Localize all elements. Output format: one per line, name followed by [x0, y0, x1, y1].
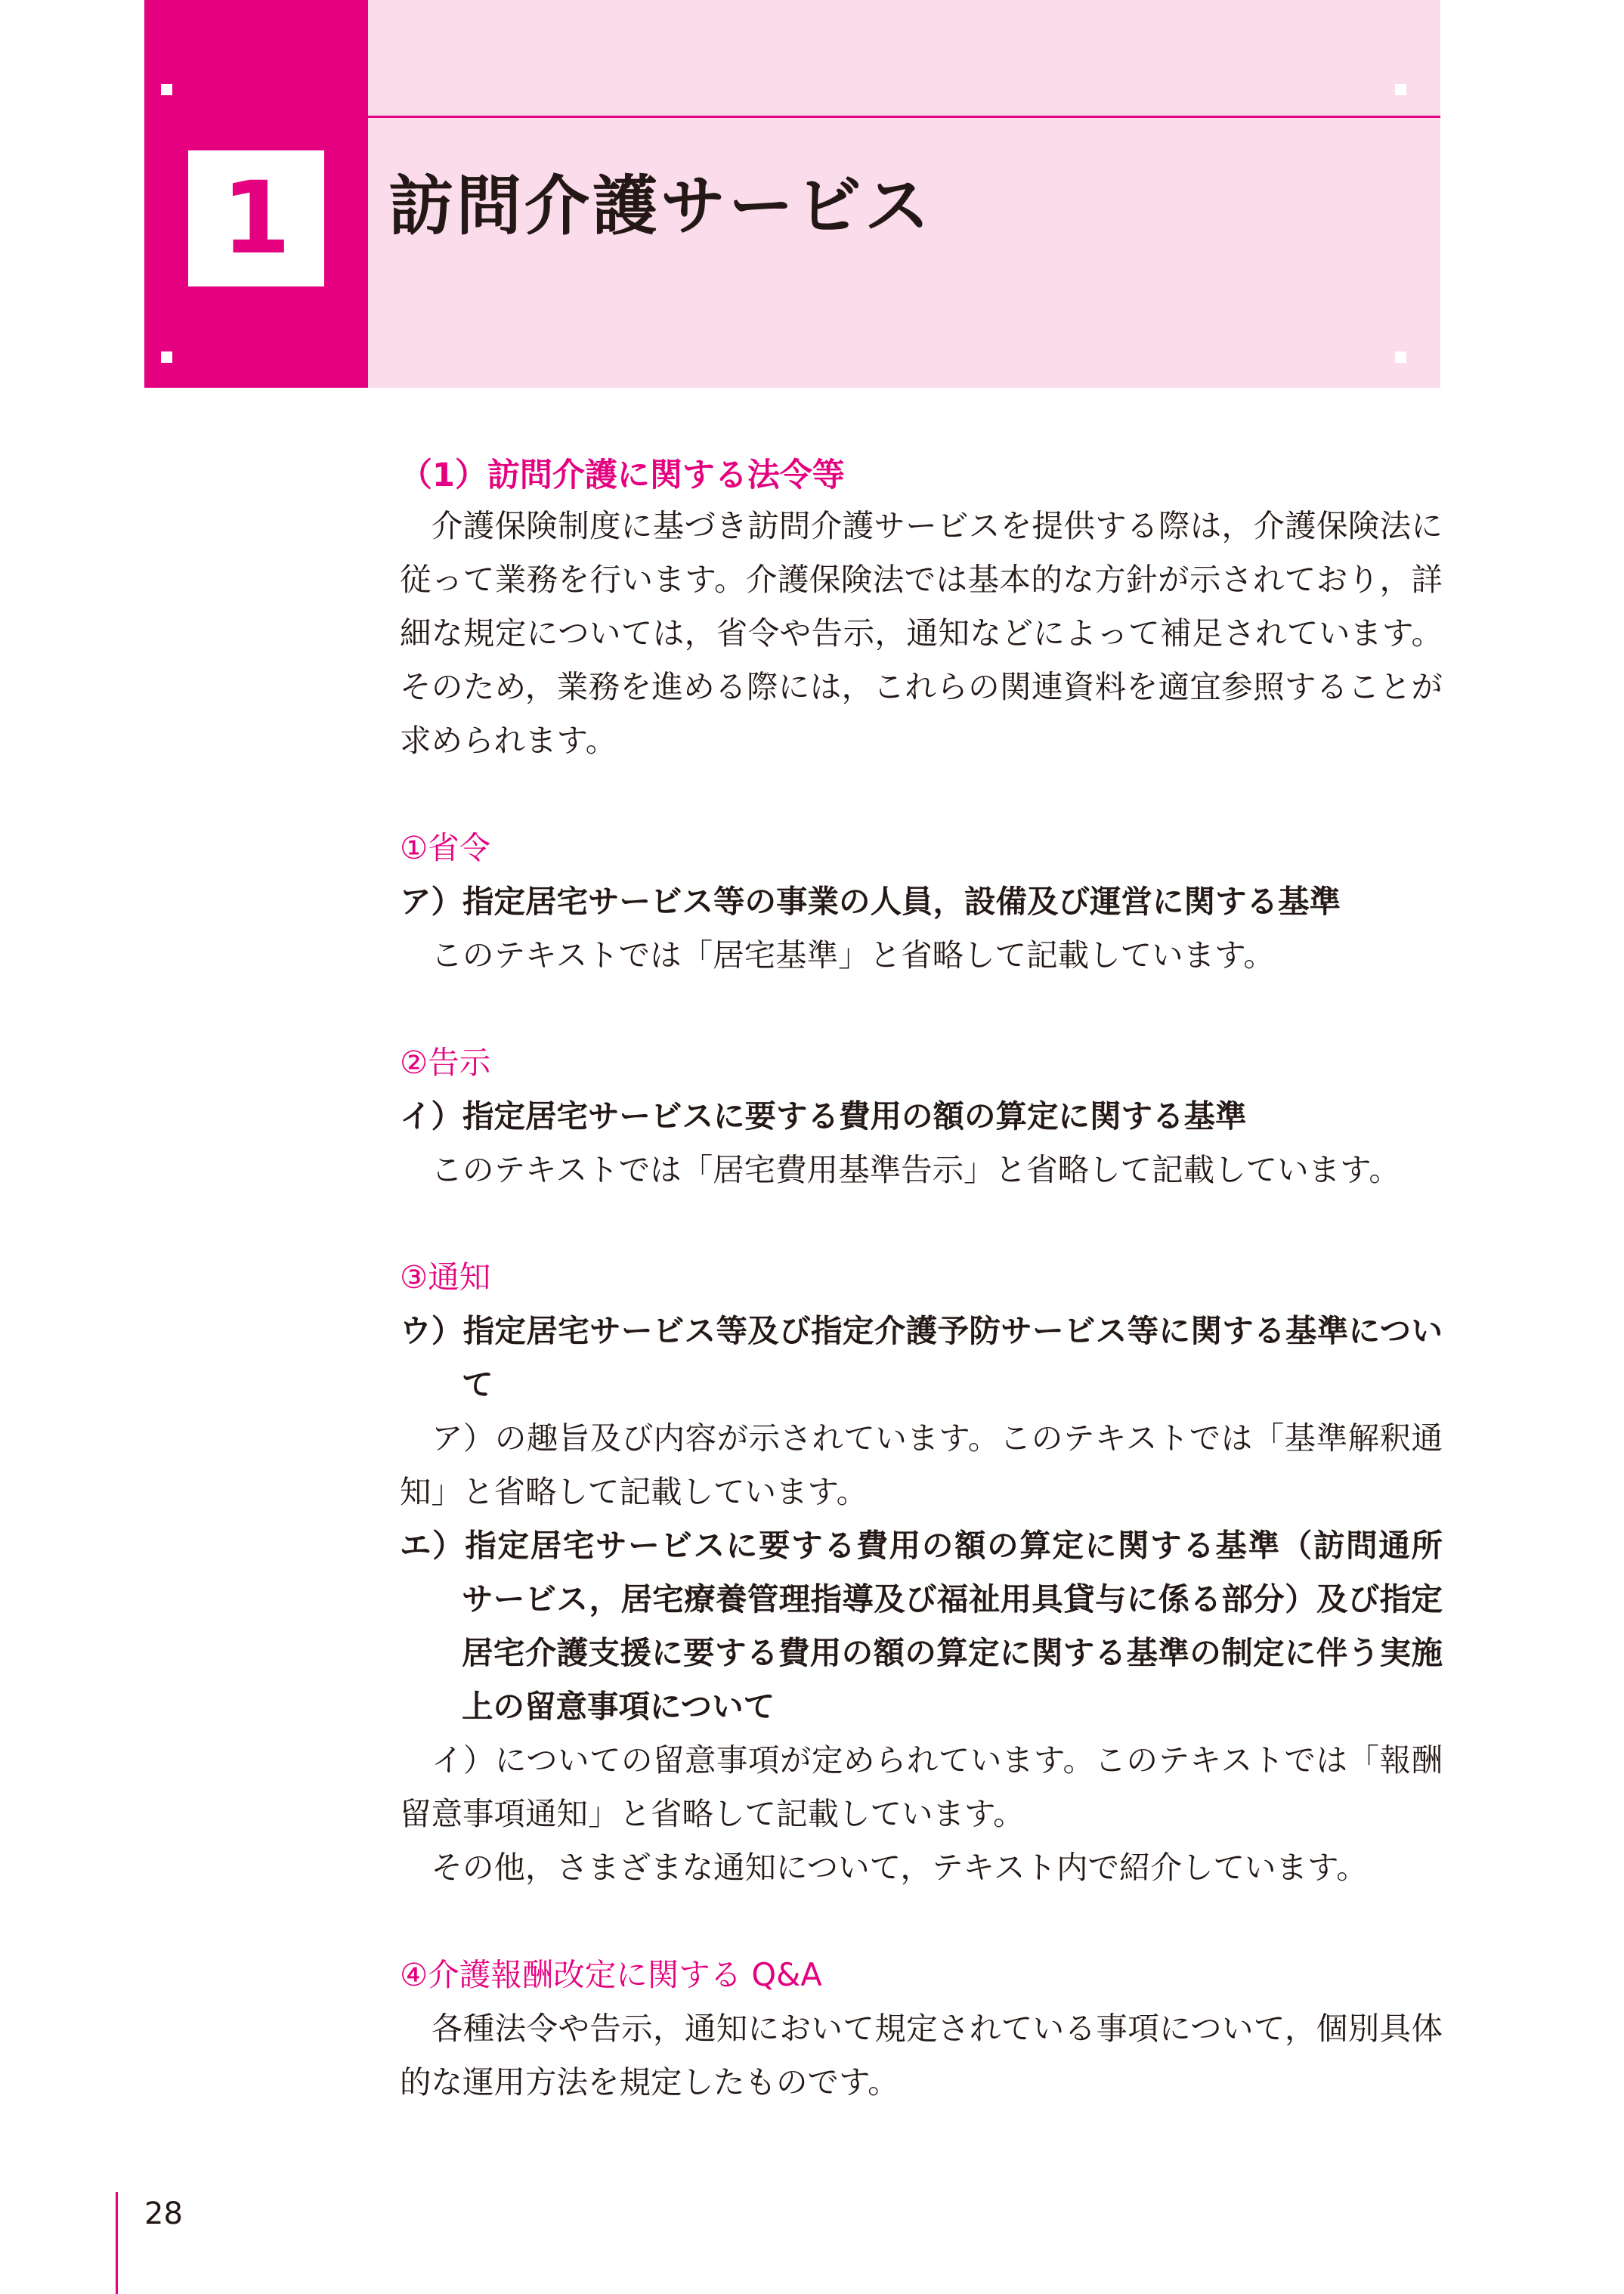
item-title: エ）指定居宅サービスに要する費用の額の算定に関する基準（訪問通所 [400, 1527, 1443, 1564]
section-heading: （1）訪問介護に関する法令等 [400, 457, 845, 494]
item-title: ウ）指定居宅サービス等及び指定介護予防サービス等に関する基準につい [400, 1312, 1443, 1349]
item-title: ア）指定居宅サービス等の事業の人員，設備及び運営に関する基準 [400, 883, 1341, 920]
body-text-line: そのため，業務を進める際には，これらの関連資料を適宜参照することが [400, 668, 1443, 705]
corner-marker [161, 351, 172, 363]
body-text-line: 従って業務を行います。介護保険法では基本的な方針が示されており，詳 [400, 561, 1443, 598]
item-description: イ）についての留意事項が定められています。このテキストでは「報酬 [400, 1741, 1443, 1779]
chapter-title: 訪問介護サービス [388, 169, 933, 244]
item-description: このテキストでは「居宅費用基準告示」と省略して記載しています。 [400, 1151, 1400, 1188]
item-description: ア）の趣旨及び内容が示されています。このテキストでは「基準解釈通 [400, 1419, 1443, 1457]
item-title-continued: 上の留意事項について [462, 1688, 775, 1725]
corner-marker [1395, 351, 1406, 363]
corner-marker [161, 84, 172, 95]
item-description: 各種法令や告示，通知において規定されている事項について，個別具体 [400, 2010, 1443, 2047]
item-title-continued: て [462, 1366, 493, 1403]
chapter-number: 1 [221, 160, 291, 277]
subsection-heading-circular: ③通知 [400, 1258, 491, 1296]
chapter-number-box [188, 150, 324, 286]
item-title-continued: サービス，居宅療養管理指導及び福祉用具貸与に係る部分）及び指定 [462, 1580, 1443, 1618]
item-description: 留意事項通知」と省略して記載しています。 [400, 1795, 1025, 1832]
footer-rule [116, 2192, 118, 2294]
subsection-heading-notice: ②告示 [400, 1044, 491, 1081]
subsection-heading-ordinance: ①省令 [400, 829, 491, 866]
page-number: 28 [144, 2196, 183, 2231]
subsection-heading-qa: ④介護報酬改定に関する Q&A [400, 1956, 822, 1993]
item-description: このテキストでは「居宅基準」と省略して記載しています。 [400, 936, 1275, 974]
body-text-line: 介護保険制度に基づき訪問介護サービスを提供する際は，介護保険法に [400, 507, 1443, 544]
header-divider [144, 116, 1440, 118]
corner-marker [1395, 84, 1406, 95]
body-text-line: 細な規定については，省令や告示，通知などによって補足されています。 [400, 615, 1443, 652]
item-title-continued: 居宅介護支援に要する費用の額の算定に関する基準の制定に伴う実施 [462, 1634, 1443, 1671]
item-title: イ）指定居宅サービスに要する費用の額の算定に関する基準 [400, 1097, 1247, 1135]
body-text-line: 求められます。 [400, 722, 617, 759]
item-description: 的な運用方法を規定したものです。 [400, 2063, 899, 2101]
item-description: 知」と省略して記載しています。 [400, 1473, 868, 1510]
item-description: その他，さまざまな通知について，テキスト内で紹介しています。 [400, 1849, 1368, 1886]
